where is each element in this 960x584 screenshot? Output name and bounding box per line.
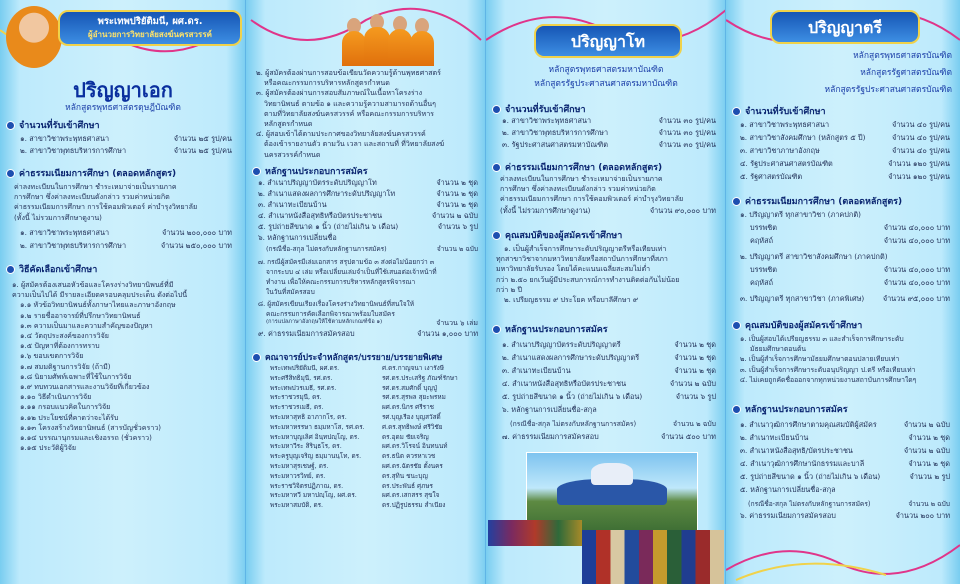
- section-heading: คุณสมบัติของผู้สมัครเข้าศึกษา: [492, 228, 622, 242]
- list-item: ๓. รัฐประศาสนศาสตรมหาบัณฑิต จำนวน ๓๐ รูป/คน: [502, 140, 716, 149]
- list-item: ๕. รูปถ่ายสีขนาด ๑ นิ้ว (ถ่ายไม่เกิน ๖ เดือน) จำนวน ๖ รูป: [502, 392, 716, 401]
- section-heading: หลักฐานประกอบการสมัคร: [492, 322, 608, 336]
- bullet-icon: [492, 325, 501, 334]
- list-item: ๒. สำเนาแสดงผลการศึกษาระดับปริญญาตรี จำนวน ๒ ชุด: [502, 353, 716, 362]
- list-item: ๔. สำเนาวุฒิการศึกษานักธรรมและบาลี จำนวน ๒ ชุด: [740, 459, 950, 468]
- course-name: หลักสูตรพุทธศาสตรดุษฎีบัณฑิต: [65, 103, 181, 113]
- section-heading: คณาจารย์ประจำหลักสูตร/บรรยาย/บรรยายพิเศษ: [252, 350, 442, 364]
- bullet-icon: [732, 405, 741, 414]
- fee-description: ค่าลงทะเบียนในการศึกษา ชำระเหมาจ่ายเป็นรายภาค การศึกษา ซึ่งค่าลงทะเบียนดังกล่าว รวมค่าหน่วยกิต ค่าธรรมเนียมการศึกษา การใช้คอมพิวเตอร์ ค่าบำรุงวิทยาลัย: [500, 174, 684, 204]
- list-item: ๓. สำเนาทะเบียนบ้าน จำนวน ๒ ชุด: [258, 200, 478, 209]
- list-item: (การแปลภาษาอังกฤษให้ใช้ตามหลักเกณฑ์ข้อ ๑) จำนวน ๖ เล่ม: [266, 319, 478, 327]
- list-item: ๕. รัฐศาสตรบัณฑิต จำนวน ๑๒๐ รูป/คน: [740, 172, 950, 181]
- book-shelf-image: [582, 530, 724, 584]
- list-item: ๗. กรณีผู้สมัครมีเล่มเอกสาร สรุปตามข้อ ๓ ส่งต่อไม่น้อยกว่า ๓: [258, 258, 435, 266]
- section-heading: จำนวนที่รับเข้าศึกษา: [492, 102, 586, 116]
- section-heading: หลักฐานประกอบการสมัคร: [732, 402, 848, 416]
- degree-banner: [534, 24, 682, 58]
- panel-bachelors: [726, 0, 960, 584]
- section-heading: จำนวนที่รับเข้าศึกษา: [6, 118, 100, 132]
- list-item: ๑. สำเนาปริญญาบัตรระดับปริญญาโท จำนวน ๒ ชุด: [258, 178, 478, 187]
- list-item: ๕. รูปถ่ายสีขนาด ๑ นิ้ว (ถ่ายไม่เกิน ๖ เดือน) จำนวน ๖ รูป: [258, 222, 478, 231]
- selection-list-continued: ๒. ผู้สมัครต้องผ่านการสอบข้อเขียนวัดความรู้ด้านพุทธศาสตร์ หรือคณะกรรมการบริหารหลักสูตรกำหนด ๓. ผู้สมัครต้องผ่านการสอบสัมภาษณ์ในเนื้อหาโครงร่าง วิทยานิพนธ์ ตามข้อ ๑ และความรู้ความสามารถด้านอื่นๆ ตามที่วิทยาลัยสงฆ์นครสวรรค์ หรือคณะกรรมการบริหาร หลักสูตรกำหนด ๔. ผู้สอบเข้าได้ตามประกาศของวิทยาลัยสงฆ์นครสวรรค์ ต้องเข้ารายงานตัว ตามวัน เวลา และสถานที่ ที่วิทยาลัยสงฆ์ นครสวรรค์กำหนด: [256, 68, 445, 159]
- list-item: ในวันที่สมัครสอบ: [266, 288, 315, 296]
- list-item: คณะกรรมการคัดเลือกพิจารณาพร้อมใบสมัคร: [266, 310, 395, 318]
- bullet-icon: [252, 167, 261, 176]
- list-item: ๓. สำเนาทะเบียนบ้าน จำนวน ๒ ชุด: [502, 366, 716, 375]
- list-item: (ทั้งนี้ ไม่รวมการศึกษาดูงาน) จำนวน ๙๐,๐๐๐ บาท: [500, 206, 716, 215]
- director-title: ผู้อำนวยการวิทยาลัยสงฆ์นครสวรรค์: [88, 30, 212, 39]
- list-item: จากระบบ ๔ เล่ม หรือเปลี่ยนเล่มจำเป็นที่ใช้เสนอต่อเจ้าหน้าที่: [266, 268, 437, 276]
- panel-doctoral-continued: [246, 0, 486, 584]
- list-item: (กรณีชื่อ-สกุล ไม่ตรงกับหลักฐานการสมัคร) จำนวน ๒ ฉบับ: [266, 245, 478, 253]
- list-item: ๑. สาขาวิชาพระพุทธศาสนา จำนวน ๓๐ รูป/คน: [502, 116, 716, 125]
- degree-title: ปริญญาเอก: [73, 78, 173, 102]
- section-heading: จำนวนที่รับเข้าศึกษา: [732, 104, 826, 118]
- list-item: ๑. สาขาวิชาพระพุทธศาสนา จำนวน ๒๐๐,๐๐๐ บาท: [20, 228, 232, 237]
- panel-masters: [486, 0, 726, 584]
- degree-title: ปริญญาตรี: [808, 18, 882, 37]
- bullet-icon: [6, 121, 15, 130]
- degree-title: ปริญญาโท: [570, 32, 646, 51]
- course-name: หลักสูตรพุทธศาสตรมหาบัณฑิต: [548, 65, 664, 75]
- panel-doctoral: [0, 0, 246, 584]
- list-item: ๔. สำเนาหนังสือสุทธิหรือบัตรประชาชน จำนวน ๒ ฉบับ: [502, 379, 716, 388]
- bullet-icon: [732, 321, 741, 330]
- list-item: ๖. หลักฐานการเปลี่ยนชื่อ-สกุล: [502, 405, 597, 414]
- director-banner: [58, 10, 242, 46]
- list-item: ๒. สาขาวิชาพุทธบริหารการศึกษา จำนวน ๓๐ รูป/คน: [502, 128, 716, 137]
- bullet-icon: [732, 107, 741, 116]
- list-item: คฤหัสถ์ จำนวน ๔๐,๐๐๐ บาท: [750, 236, 950, 245]
- list-item: ๓. สำเนาหนังสือสุทธิ/บัตรประชาชน จำนวน ๒ ฉบับ: [740, 446, 950, 455]
- course-name: หลักสูตรพุทธศาสตรบัณฑิต: [853, 51, 952, 61]
- course-name: หลักสูตรรัฐศาสตรบัณฑิต: [860, 68, 952, 78]
- list-item: บรรพชิต จำนวน ๔๐,๐๐๐ บาท: [750, 223, 950, 232]
- list-item: คฤหัสถ์ จำนวน ๔๐,๐๐๐ บาท: [750, 278, 950, 287]
- list-item: ๘. ผู้สมัครเขียนเรียงเรื่องโครงร่างวิทยานิพนธ์ที่สนใจให้: [258, 300, 415, 308]
- degree-banner: [770, 10, 920, 44]
- list-item: ๑. สาขาวิชาพระพุทธศาสนา จำนวน ๒๕ รูป/คน: [20, 134, 232, 143]
- list-item: ๒. สาขาวิชาสังคมศึกษา (หลักสูตร ๕ ปี) จำนวน ๔๐ รูป/คน: [740, 133, 950, 142]
- list-item: ๓. สาขาวิชาภาษาอังกฤษ จำนวน ๔๐ รูป/คน: [740, 146, 950, 155]
- section-heading: ค่าธรรมเนียมการศึกษา (ตลอดหลักสูตร): [492, 160, 662, 174]
- qualifications-list: ๑. เป็นผู้สำเร็จการศึกษาระดับปริญญาตรีหรือเทียบเท่า ทุกสาขาวิชาจากมหาวิทยาลัยหรือสถาบันการศึกษาที่สภา มหาวิทยาลัยรับรอง โดยได้คะแนนเฉลี่ยสะสมไม่ต่ำ กว่า ๒.๕๐ ยกเว้นผู้มีประสบการณ์การทำงานติดต่อกันไม่น้อย กว่า ๒ ปี ๒. เปรียญธรรม ๙ ประโยค หรือบาลีศึกษา ๙: [496, 244, 680, 305]
- list-item: ๑. สำเนาปริญญาบัตรระดับปริญญาตรี จำนวน ๒ ชุด: [502, 340, 716, 349]
- course-name: หลักสูตรรัฐประศาสนศาสตรบัณฑิต: [824, 85, 952, 95]
- list-item: ๒. สาขาวิชาพุทธบริหารการศึกษา จำนวน ๒๕ รูป/คน: [20, 146, 232, 155]
- faculty-list-left: พระเทพปริยัติมนี, ผศ.ดร. พระศรีสิทธิมุนี, รศ.ดร. พระเทพปวรเมธี, รศ.ดร. พระราชวรมุนี, ดร. พระราชวรเมธี, ดร. พระมหาสุทธิ อาภากโร, ดร. พระมหาหรรษา ธมฺมหาโส, รศ.ดร. พระมหาบุญเลิศ อินฺทปญฺโญ, ดร. พระมหาวีระ สิรินฺธโร, ดร. พระครูบุญเจริญ ธมฺมานนฺโท, ดร. พระมหาสุรเชษฐ์, ดร. พระมหาวรวิทย์, ดร. พระราชวิจิตรปฏิภาณ, ดร. พระมหาทวี มหาปญฺโญ, ผศ.ดร. พระมหาสมบัติ, ดร.: [270, 364, 365, 510]
- bullet-icon: [252, 353, 261, 362]
- bullet-icon: [6, 169, 15, 178]
- list-item: (กรณีชื่อ-สกุล ไม่ตรงกับหลักฐานการสมัคร) จำนวน ๒ ฉบับ: [748, 500, 950, 508]
- faculty-list-right: ศ.ดร.กาญจนา เงารังษี รศ.ดร.ประเสริฐ ภัณฑ์รักษา รศ.ดร.สมศักดิ์ บุญปู่ รศ.ดร.สุรพล สุยะพรหม ผศ.ดร.นิกร ศรีราช รศ.บุญเรือง บุญสวัสดิ์ ศ.ดร.สุทธิพงษ์ ศรีวิชัย ดร.อุดม ชัยเจริญ ผศ.ดร.วิโรจน์ อินทนนท์ ดร.ธนิต ควรหาเวช ผศ.ดร.ฉัตรชัย ตั้งนคร ดร.สุทิน ชนะบุญ ดร.ประพันธ์ ศุภษร ผศ.ดร.เสกสรร สุขใจ ดร.ปฏิรูปธรรม สำเนียง: [382, 364, 458, 510]
- list-item: ๙. ค่าธรรมเนียมการสมัครสอบ จำนวน ๑,๐๐๐ บาท: [258, 329, 478, 338]
- list-item: ๒. สาขาวิชาพุทธบริหารการศึกษา จำนวน ๒๕๐,๐๐๐ บาท: [20, 241, 232, 250]
- monk-figure: [388, 16, 412, 66]
- list-item: ๓. ปริญญาตรี ทุกสาขาวิชา (ภาคพิเศษ) จำนวน ๙๕,๐๐๐ บาท: [740, 294, 950, 303]
- list-item: ๑. ปริญญาตรี ทุกสาขาวิชา (ภาคปกติ): [740, 210, 861, 219]
- bullet-icon: [492, 105, 501, 114]
- list-item: (กรณีชื่อ-สกุล ไม่ตรงกับหลักฐานการสมัคร) จำนวน ๒ ฉบับ: [510, 420, 716, 428]
- section-heading: หลักฐานประกอบการสมัคร: [252, 164, 368, 178]
- bullet-icon: [732, 197, 741, 206]
- list-item: ๖. ค่าธรรมเนียมการสมัครสอบ จำนวน ๒๐๐ บาท: [740, 511, 950, 520]
- building-roof: [591, 463, 633, 485]
- list-item: ๔. สำเนาหนังสือสุทธิหรือบัตรประชาชน จำนวน ๒ ฉบับ: [258, 211, 478, 220]
- bullet-icon: [492, 163, 501, 172]
- list-item: ๒. สำเนาทะเบียนบ้าน จำนวน ๒ ชุด: [740, 433, 950, 442]
- list-item: ๔. รัฐประศาสนศาสตรบัณฑิต จำนวน ๑๒๐ รูป/คน: [740, 159, 950, 168]
- list-item: ๑. สาขาวิชาพระพุทธศาสนา จำนวน ๔๐ รูป/คน: [740, 120, 950, 129]
- qualifications-list: ๑. เป็นผู้สอบได้เปรียญธรรม ๓ และสำเร็จการศึกษาระดับ มัธยมศึกษาตอนต้น ๒. เป็นผู้สำเร็จการศึกษามัธยมศึกษาตอนปลายเทียบเท่า ๓. เป็นผู้สำเร็จการศึกษาระดับอนุปริญญา ป.ตรี หรือเทียบเท่า ๔. ไม่เคยถูกคัดชื่อออกจากทุกหน่วยงานสถาบันการศึกษาใดๆ: [740, 335, 917, 384]
- section-heading: คุณสมบัติของผู้สมัครเข้าศึกษา: [732, 318, 862, 332]
- list-item: ๖. หลักฐานการเปลี่ยนชื่อ: [258, 233, 337, 242]
- fee-description: ค่าลงทะเบียนในการศึกษา ชำระเหมาจ่ายเป็นรายภาค การศึกษา ซึ่งค่าลงทะเบียนดังกล่าว รวมค่าหน่วยกิต ค่าธรรมเนียมการศึกษา การใช้คอมพิวเตอร์ ค่าบำรุงวิทยาลัย (ทั้งนี้ ไม่รวมการศึกษาดูงาน): [14, 182, 198, 222]
- list-item: ๒. ปริญญาตรี สาขาวิชาสังคมศึกษา (ภาคปกติ): [740, 252, 888, 261]
- bullet-icon: [492, 231, 501, 240]
- monk-figure: [364, 14, 390, 66]
- list-item: ๑. สำเนาวุฒิการศึกษาตามคุณสมบัติผู้สมัคร จำนวน ๒ ฉบับ: [740, 420, 950, 429]
- list-item: ๒. สำเนาแสดงผลการศึกษาระดับปริญญาโท จำนวน ๒ ชุด: [258, 189, 478, 198]
- monk-figure: [410, 18, 434, 66]
- monk-figure: [342, 18, 366, 66]
- floral-ornament: [726, 530, 960, 584]
- list-item: ทำงาน เพื่อให้คณะกรรมการบริหารหลักสูตรพิจารณา: [266, 278, 416, 286]
- director-photo: [6, 6, 62, 68]
- director-name: พระเทพปริยัติมนี, ผศ.ดร.: [97, 16, 203, 27]
- section-heading: วิธีคัดเลือกเข้าศึกษา: [6, 262, 97, 276]
- bullet-icon: [6, 265, 15, 274]
- book-stack-image: [488, 520, 582, 546]
- section-heading: ค่าธรรมเนียมการศึกษา (ตลอดหลักสูตร): [6, 166, 176, 180]
- section-heading: ค่าธรรมเนียมการศึกษา (ตลอดหลักสูตร): [732, 194, 902, 208]
- list-item: บรรพชิต จำนวน ๔๐,๐๐๐ บาท: [750, 265, 950, 274]
- selection-list: ๑. ผู้สมัครต้องเสนอหัวข้อและโครงร่างวิทยานิพนธ์ที่มี ความเป็นไปได้ มีรายละเอียดครอบคลุมประเด็น ดังต่อไปนี้ ๑.๑ หัวข้อวิทยานิพนธ์ทั้งภาษาไทยและภาษาอังกฤษ ๑.๒ รายชื่ออาจารย์ที่ปรึกษาวิทยานิพนธ์ ๑.๓ ความเป็นมาและความสำคัญของปัญหา ๑.๔ วัตถุประสงค์ของการวิจัย ๑.๕ ปัญหาที่ต้องการทราบ ๑.๖ ขอบเขตการวิจัย ๑.๗ สมมติฐานการวิจัย (ถ้ามี) ๑.๘ นิยามศัพท์เฉพาะที่ใช้ในการวิจัย ๑.๙ ทบทวนเอกสารและงานวิจัยที่เกี่ยวข้อง ๑.๑๐ วิธีดำเนินการวิจัย ๑.๑๑ กรอบแนวคิดในการวิจัย ๑.๑๒ ประโยชน์ที่คาดว่าจะได้รับ ๑.๑๓ โครงสร้างวิทยานิพนธ์ (สารบัญชั่วคราว) ๑.๑๔ บรรณานุกรมและเชิงอรรถ (ชั่วคราว) ๑.๑๕ ประวัติผู้วิจัย: [12, 280, 188, 453]
- list-item: ๕. หลักฐานการเปลี่ยนชื่อ-สกุล: [740, 485, 836, 494]
- list-item: ๕. รูปถ่ายสีขนาด ๑ นิ้ว (ถ่ายไม่เกิน ๖ เดือน) จำนวน ๒ รูป: [740, 472, 950, 481]
- list-item: ๗. ค่าธรรมเนียมการสมัครสอบ จำนวน ๕๐๐ บาท: [502, 432, 716, 441]
- course-name: หลักสูตรรัฐประศาสนศาสตรมหาบัณฑิต: [534, 79, 678, 89]
